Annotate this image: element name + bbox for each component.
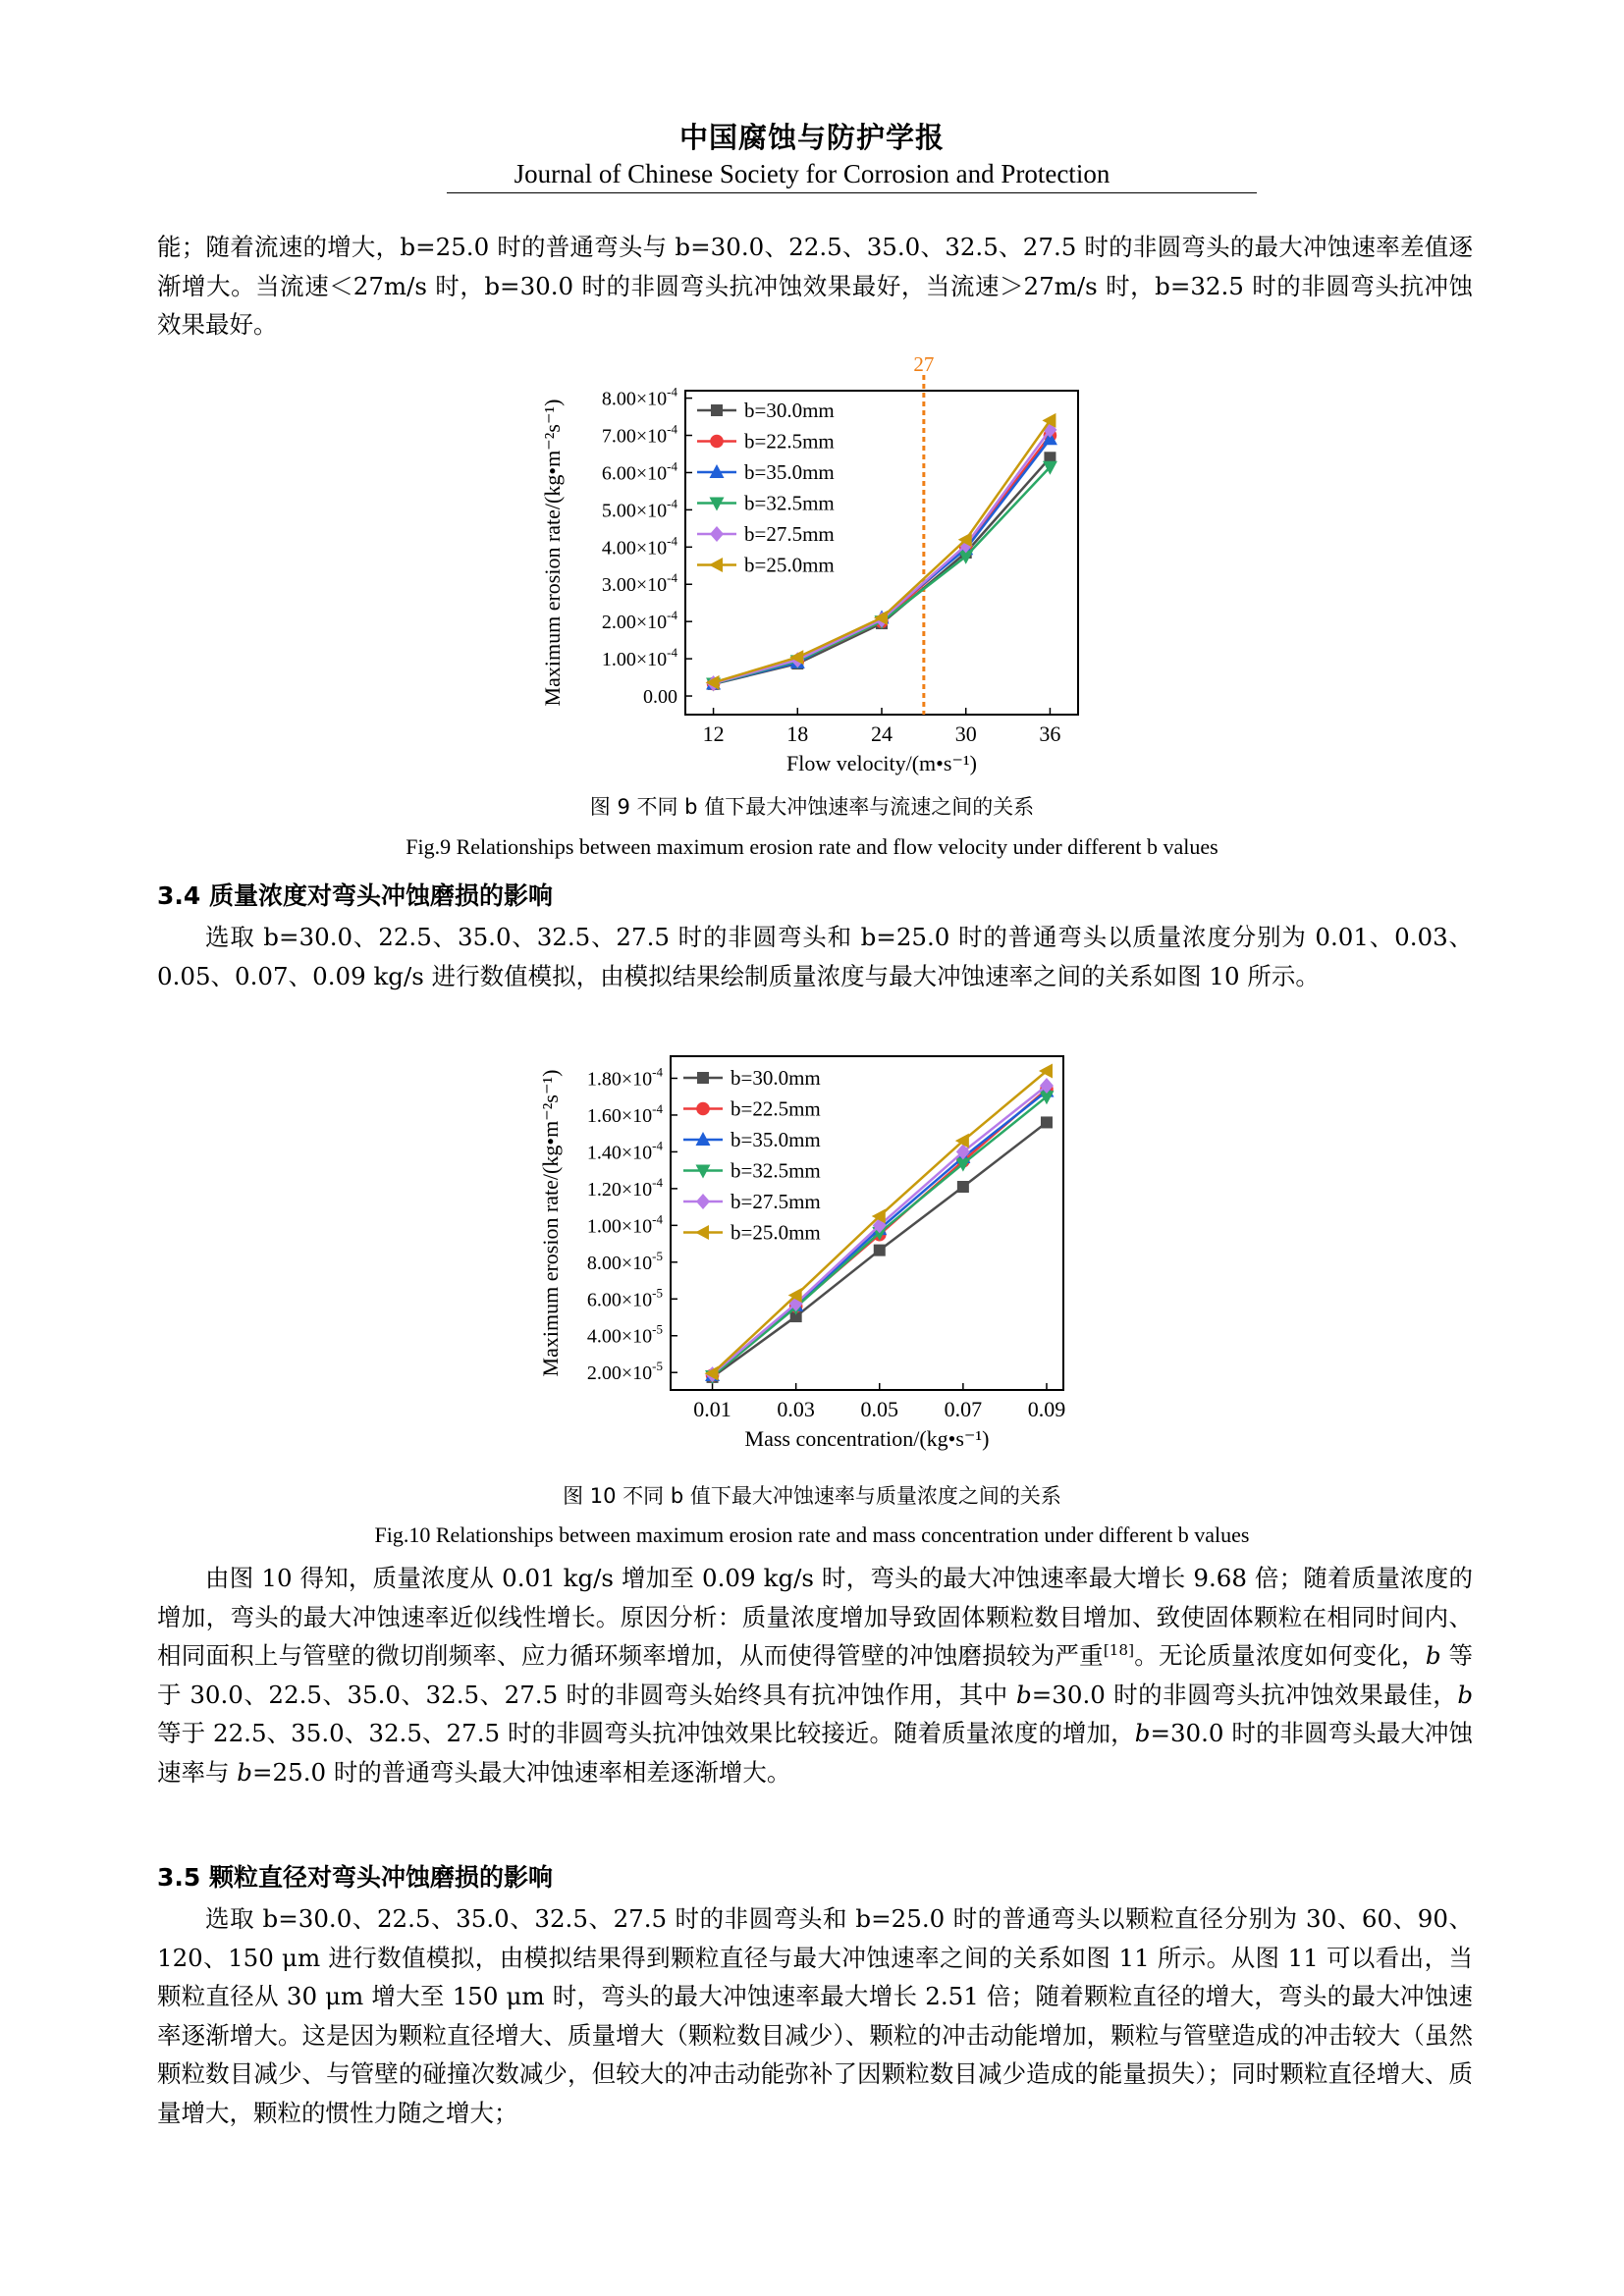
legend-label: b=25.0mm	[744, 553, 835, 577]
y-tick-label: $2.00\times 10^{-4}$	[601, 608, 677, 634]
x-tick-label: 12	[702, 721, 725, 746]
legend-marker	[695, 1225, 709, 1240]
x-tick-label: 18	[786, 721, 809, 746]
y-axis-title: Maximum erosion rate/(kg•m⁻²s⁻¹)	[540, 399, 565, 707]
figure-9-caption-cn: 图 9 不同 b 值下最大冲蚀速率与流速之间的关系	[589, 795, 1035, 819]
y-tick-label: $6.00\times 10^{-4}$	[601, 458, 677, 485]
reference-line-label: 27	[913, 352, 935, 376]
figure-10	[530, 1041, 1139, 1481]
figure-9	[530, 348, 1100, 789]
data-point	[1041, 1116, 1053, 1128]
x-tick-label: 0.07	[944, 1397, 983, 1421]
y-tick-label: $6.00\times 10^{-5}$	[586, 1285, 663, 1311]
x-tick-label: 36	[1039, 721, 1061, 746]
legend-label: b=27.5mm	[744, 522, 835, 546]
header-rule	[447, 192, 1257, 193]
figure-10-caption-cn: 图 10 不同 b 值下最大冲蚀速率与质量浓度之间的关系	[563, 1484, 1061, 1508]
var-b: b	[1134, 1719, 1151, 1747]
y-tick-label: $4.00\times 10^{-4}$	[601, 533, 677, 560]
legend-marker	[696, 1194, 710, 1209]
p3-text-a: 由图 10 得知，质量浓度从 0.01 kg/s 增加至 0.09 kg/s 时，弯头的最大冲蚀速率最大增长 9.68 倍；随着质量浓度的增加，弯头的最大冲蚀速率近似线性增长。原因分析：质量浓度增加导致固体颗粒数目增加、致使固体颗粒在相同时间内、相同面积上与管壁的微切削频率、应力循环频率增加，从而使得管壁的冲蚀磨损较为严重	[157, 1564, 1473, 1670]
section-heading-3-4: 3.4 质量浓度对弯头冲蚀磨损的影响	[157, 881, 553, 910]
x-tick-label: 0.05	[860, 1397, 899, 1421]
p3-text-e: 等于 22.5、35.0、32.5、27.5 时的非圆弯头抗冲蚀效果比较接近。随着质量浓度的增加，	[157, 1719, 1135, 1747]
figure-9-caption-en: Fig.9 Relationships between maximum erosion rate and flow velocity under different b values	[406, 834, 1218, 859]
legend-label: b=22.5mm	[744, 429, 835, 454]
x-axis-title: Mass concentration/(kg•s⁻¹)	[744, 1426, 990, 1451]
y-tick-label: $1.00\times 10^{-4}$	[601, 645, 677, 671]
x-tick-label: 0.03	[777, 1397, 815, 1421]
y-tick-label: $4.00\times 10^{-5}$	[586, 1321, 663, 1348]
x-axis-title: Flow velocity/(m•s⁻¹)	[786, 751, 977, 775]
y-tick-label: $1.60\times 10^{-4}$	[586, 1100, 663, 1127]
y-tick-label: $1.80\times 10^{-4}$	[586, 1064, 663, 1091]
legend-label: b=22.5mm	[731, 1096, 821, 1121]
paragraph-mass-concentration-setup: 选取 b=30.0、22.5、35.0、32.5、27.5 时的非圆弯头和 b=25.0 时的普通弯头以质量浓度分别为 0.01、0.03、0.05、0.07、0.09 kg/s 进行数值模拟，由模拟结果绘制质量浓度与最大冲蚀速率之间的关系如图 10 所示。	[157, 923, 1474, 990]
paragraph-mass-concentration-analysis	[157, 1559, 1473, 1791]
series-b=25.0mm	[697, 413, 1056, 690]
x-tick-label: 24	[871, 721, 893, 746]
y-tick-label: $7.00\times 10^{-4}$	[601, 421, 677, 448]
legend-label: b=30.0mm	[744, 399, 835, 422]
legend-marker	[710, 435, 724, 449]
legend-label: b=32.5mm	[744, 491, 835, 515]
x-tick-label: 0.01	[693, 1397, 731, 1421]
citation-ref-18: [18]	[1103, 1640, 1135, 1659]
section-heading-3-5: 3.5 颗粒直径对弯头冲蚀磨损的影响	[157, 1863, 553, 1892]
legend-marker	[696, 1102, 710, 1116]
legend-marker	[711, 404, 723, 416]
journal-title-en: Journal of Chinese Society for Corrosion and Protection	[514, 159, 1110, 188]
chart-erosion-vs-velocity	[530, 348, 1100, 785]
p3-text-b: 。无论质量浓度如何变化，	[1134, 1641, 1426, 1670]
p3-text-c: 等于 30.0、22.5、35.0、32.5、27.5 时的非圆弯头始终具有抗冲蚀作用，其中	[157, 1641, 1474, 1709]
x-tick-label: 0.09	[1027, 1397, 1066, 1421]
legend-marker	[710, 526, 724, 542]
y-tick-label: $1.20\times 10^{-4}$	[586, 1174, 663, 1201]
x-tick-label: 30	[954, 721, 977, 746]
y-tick-label: 0.00	[643, 686, 677, 709]
var-b: b	[1016, 1680, 1032, 1709]
legend-label: b=30.0mm	[731, 1066, 821, 1090]
p3-text-d: =30.0 时的非圆弯头抗冲蚀效果最佳，	[1031, 1680, 1458, 1709]
var-b: b	[237, 1757, 252, 1787]
legend-label: b=25.0mm	[731, 1220, 821, 1245]
journal-title-cn: 中国腐蚀与防护学报	[678, 121, 945, 154]
paragraph-particle-diameter: 选取 b=30.0、22.5、35.0、32.5、27.5 时的非圆弯头和 b=25.0 时的普通弯头以颗粒直径分别为 30、60、90、120、150 μm 进行数值模拟，由模拟结果得到颗粒直径与最大冲蚀速率之间的关系如图 11 所示。从图 11 可以看出，当颗粒直径从 30 μm 增大至 150 μm 时，弯头的最大冲蚀速率最大增长 2.51 倍；随着颗粒直径的增大，弯头的最大冲蚀速率逐渐增大。这是因为颗粒直径增大、质量增大（颗粒数目减少）、颗粒的冲击动能增加，颗粒与管壁造成的冲击较大（虽然颗粒数目减少、与管壁的碰撞次数减少，但较大的冲击动能弥补了因颗粒数目减少造成的能量损失）；同时颗粒直径增大、质量增大，颗粒的惯性力随之增大；	[157, 1904, 1473, 2127]
chart-erosion-vs-mass-concentration	[530, 1041, 1139, 1477]
y-axis-title: Maximum erosion rate/(kg•m⁻²s⁻¹)	[538, 1069, 563, 1377]
y-tick-label: $5.00\times 10^{-4}$	[601, 496, 677, 522]
y-tick-label: $1.40\times 10^{-4}$	[586, 1138, 663, 1164]
p3-text-g: =25.0 时的普通弯头最大冲蚀速率相差逐渐增大。	[251, 1757, 791, 1787]
legend-label: b=32.5mm	[731, 1158, 821, 1183]
y-tick-label: $8.00\times 10^{-4}$	[601, 384, 677, 410]
data-point	[874, 1245, 886, 1256]
y-tick-label: $3.00\times 10^{-4}$	[601, 570, 677, 597]
paragraph-flow-velocity-conclusion: 能；随着流速的增大，b=25.0 时的普通弯头与 b=30.0、22.5、35.0、32.5、27.5 时的非圆弯头的最大冲蚀速率差值逐渐增大。当流速＜27m/s 时，b=30.0 时的非圆弯头抗冲蚀效果最好，当流速＞27m/s 时，b=32.5 时的非圆弯头抗冲蚀效果最好。	[157, 233, 1473, 339]
data-point	[957, 1181, 969, 1193]
var-b: b	[1425, 1641, 1441, 1670]
figure-10-caption-en: Fig.10 Relationships between maximum erosion rate and mass concentration under different b values	[374, 1522, 1250, 1547]
p3-text-f: =30.0 时的非圆弯头最大冲蚀速率与	[157, 1719, 1473, 1787]
var-b: b	[1457, 1680, 1473, 1709]
legend-marker	[697, 1072, 709, 1084]
legend-label: b=35.0mm	[744, 460, 835, 484]
y-tick-label: $8.00\times 10^{-5}$	[586, 1248, 663, 1274]
legend-label: b=35.0mm	[731, 1128, 821, 1151]
y-tick-label: $2.00\times 10^{-5}$	[586, 1359, 663, 1385]
y-tick-label: $1.00\times 10^{-4}$	[586, 1211, 663, 1238]
legend-marker	[709, 558, 723, 572]
legend-label: b=27.5mm	[731, 1190, 821, 1213]
